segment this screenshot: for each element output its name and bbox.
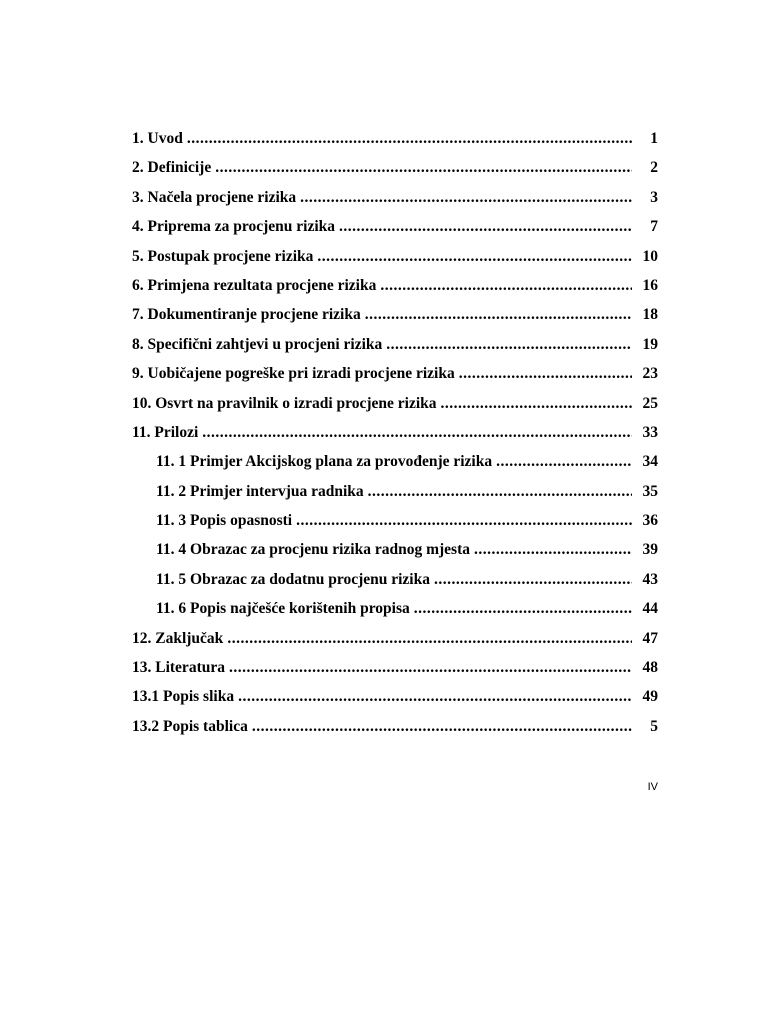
toc-dot-leader bbox=[187, 130, 632, 148]
toc-entry[interactable] bbox=[132, 453, 658, 482]
toc-entry[interactable] bbox=[132, 306, 658, 335]
toc-entry-title: 1. Uvod bbox=[132, 130, 183, 147]
toc-entry-title: 11. 5 Obrazac za dodatnu procjenu rizika bbox=[156, 570, 430, 588]
toc-entry-title: 9. Uobičajene pogreške pri izradi procjene rizika bbox=[132, 365, 455, 383]
toc-entry[interactable] bbox=[132, 541, 658, 570]
toc-entry-title: 11. Prilozi bbox=[132, 423, 199, 441]
toc-entry[interactable] bbox=[132, 159, 658, 188]
toc-dot-leader bbox=[368, 483, 632, 501]
toc-entry-title: 13.1 Popis slika bbox=[132, 688, 235, 706]
toc-entry[interactable] bbox=[132, 659, 658, 688]
toc-entry-title: 13.2 Popis tablica bbox=[132, 717, 248, 735]
toc-entry-title: 10. Osvrt na pravilnik o izradi procjene rizika bbox=[132, 394, 437, 412]
toc-dot-leader bbox=[386, 336, 632, 354]
table-of-contents bbox=[132, 130, 658, 747]
toc-dot-leader bbox=[441, 395, 632, 413]
toc-dot-leader bbox=[252, 718, 632, 736]
toc-entry[interactable] bbox=[132, 571, 658, 600]
toc-dot-leader bbox=[215, 159, 632, 177]
toc-dot-leader bbox=[229, 659, 632, 677]
toc-entry-page: 1 bbox=[650, 130, 658, 147]
toc-entry[interactable] bbox=[132, 248, 658, 277]
toc-entry-page: 19 bbox=[642, 335, 658, 353]
toc-entry-title: 11. 3 Popis opasnosti bbox=[156, 512, 293, 530]
toc-entry[interactable] bbox=[132, 688, 658, 717]
toc-entry-page: 43 bbox=[642, 570, 658, 588]
toc-dot-leader bbox=[459, 365, 632, 383]
toc-dot-leader bbox=[365, 306, 632, 324]
toc-entry-page: 39 bbox=[642, 541, 658, 559]
toc-entry-page: 25 bbox=[642, 394, 658, 412]
toc-entry-page: 10 bbox=[642, 247, 658, 265]
toc-dot-leader bbox=[202, 424, 632, 442]
toc-entry-page: 36 bbox=[642, 512, 658, 530]
toc-entry[interactable] bbox=[132, 718, 658, 747]
toc-entry[interactable] bbox=[132, 277, 658, 306]
toc-entry[interactable] bbox=[132, 365, 658, 394]
toc-entry-page: 33 bbox=[642, 423, 658, 441]
toc-entry-page: 5 bbox=[650, 717, 658, 735]
toc-entry-title: 11. 2 Primjer intervjua radnika bbox=[156, 482, 364, 500]
toc-dot-leader bbox=[496, 453, 632, 471]
toc-entry-title: 11. 6 Popis najčešće korištenih propisa bbox=[156, 600, 410, 618]
toc-entry-title: 2. Definicije bbox=[132, 159, 212, 177]
toc-entry[interactable] bbox=[132, 218, 658, 247]
toc-entry-page: 18 bbox=[642, 306, 658, 324]
toc-entry[interactable] bbox=[132, 395, 658, 424]
toc-entry-page: 44 bbox=[642, 600, 658, 618]
toc-entry-title: 7. Dokumentiranje procjene rizika bbox=[132, 306, 361, 324]
toc-entry-page: 35 bbox=[642, 482, 658, 500]
toc-entry[interactable] bbox=[132, 600, 658, 629]
toc-entry[interactable] bbox=[132, 189, 658, 218]
toc-dot-leader bbox=[414, 600, 632, 618]
toc-entry-title: 11. 1 Primjer Akcijskog plana za provođenje rizika bbox=[156, 453, 493, 471]
toc-entry-title: 11. 4 Obrazac za procjenu rizika radnog mjesta bbox=[156, 541, 470, 559]
toc-entry-page: 34 bbox=[642, 453, 658, 471]
toc-entry-title: 3. Načela procjene rizika bbox=[132, 188, 297, 206]
toc-entry-page: 2 bbox=[650, 159, 658, 177]
toc-entry-page: 3 bbox=[650, 188, 658, 206]
toc-dot-leader bbox=[339, 218, 632, 236]
page-number: IV bbox=[647, 781, 658, 793]
toc-entry-title: 5. Postupak procjene rizika bbox=[132, 247, 314, 265]
toc-entry[interactable] bbox=[132, 512, 658, 541]
toc-entry-title: 13. Literatura bbox=[132, 659, 225, 677]
toc-entry-page: 49 bbox=[642, 688, 658, 706]
toc-entry-page: 7 bbox=[650, 218, 658, 236]
toc-dot-leader bbox=[317, 248, 632, 266]
toc-entry[interactable] bbox=[132, 630, 658, 659]
toc-entry-title: 12. Zaključak bbox=[132, 629, 224, 647]
toc-dot-leader bbox=[434, 571, 632, 589]
toc-entry[interactable] bbox=[132, 130, 658, 159]
toc-entry[interactable] bbox=[132, 336, 658, 365]
toc-dot-leader bbox=[474, 541, 632, 559]
toc-entry[interactable] bbox=[132, 483, 658, 512]
toc-entry-page: 23 bbox=[642, 365, 658, 383]
toc-dot-leader bbox=[238, 688, 632, 706]
toc-dot-leader bbox=[296, 512, 632, 530]
toc-entry-page: 48 bbox=[642, 659, 658, 677]
toc-entry-title: 6. Primjena rezultata procjene rizika bbox=[132, 276, 377, 294]
toc-entry-page: 16 bbox=[642, 276, 658, 294]
toc-dot-leader bbox=[300, 189, 632, 207]
toc-entry-page: 47 bbox=[642, 629, 658, 647]
toc-dot-leader bbox=[227, 630, 632, 648]
toc-dot-leader bbox=[380, 277, 632, 295]
toc-entry-title: 8. Specifični zahtjevi u procjeni rizika bbox=[132, 335, 383, 353]
toc-entry[interactable] bbox=[132, 424, 658, 453]
toc-entry-title: 4. Priprema za procjenu rizika bbox=[132, 218, 336, 236]
